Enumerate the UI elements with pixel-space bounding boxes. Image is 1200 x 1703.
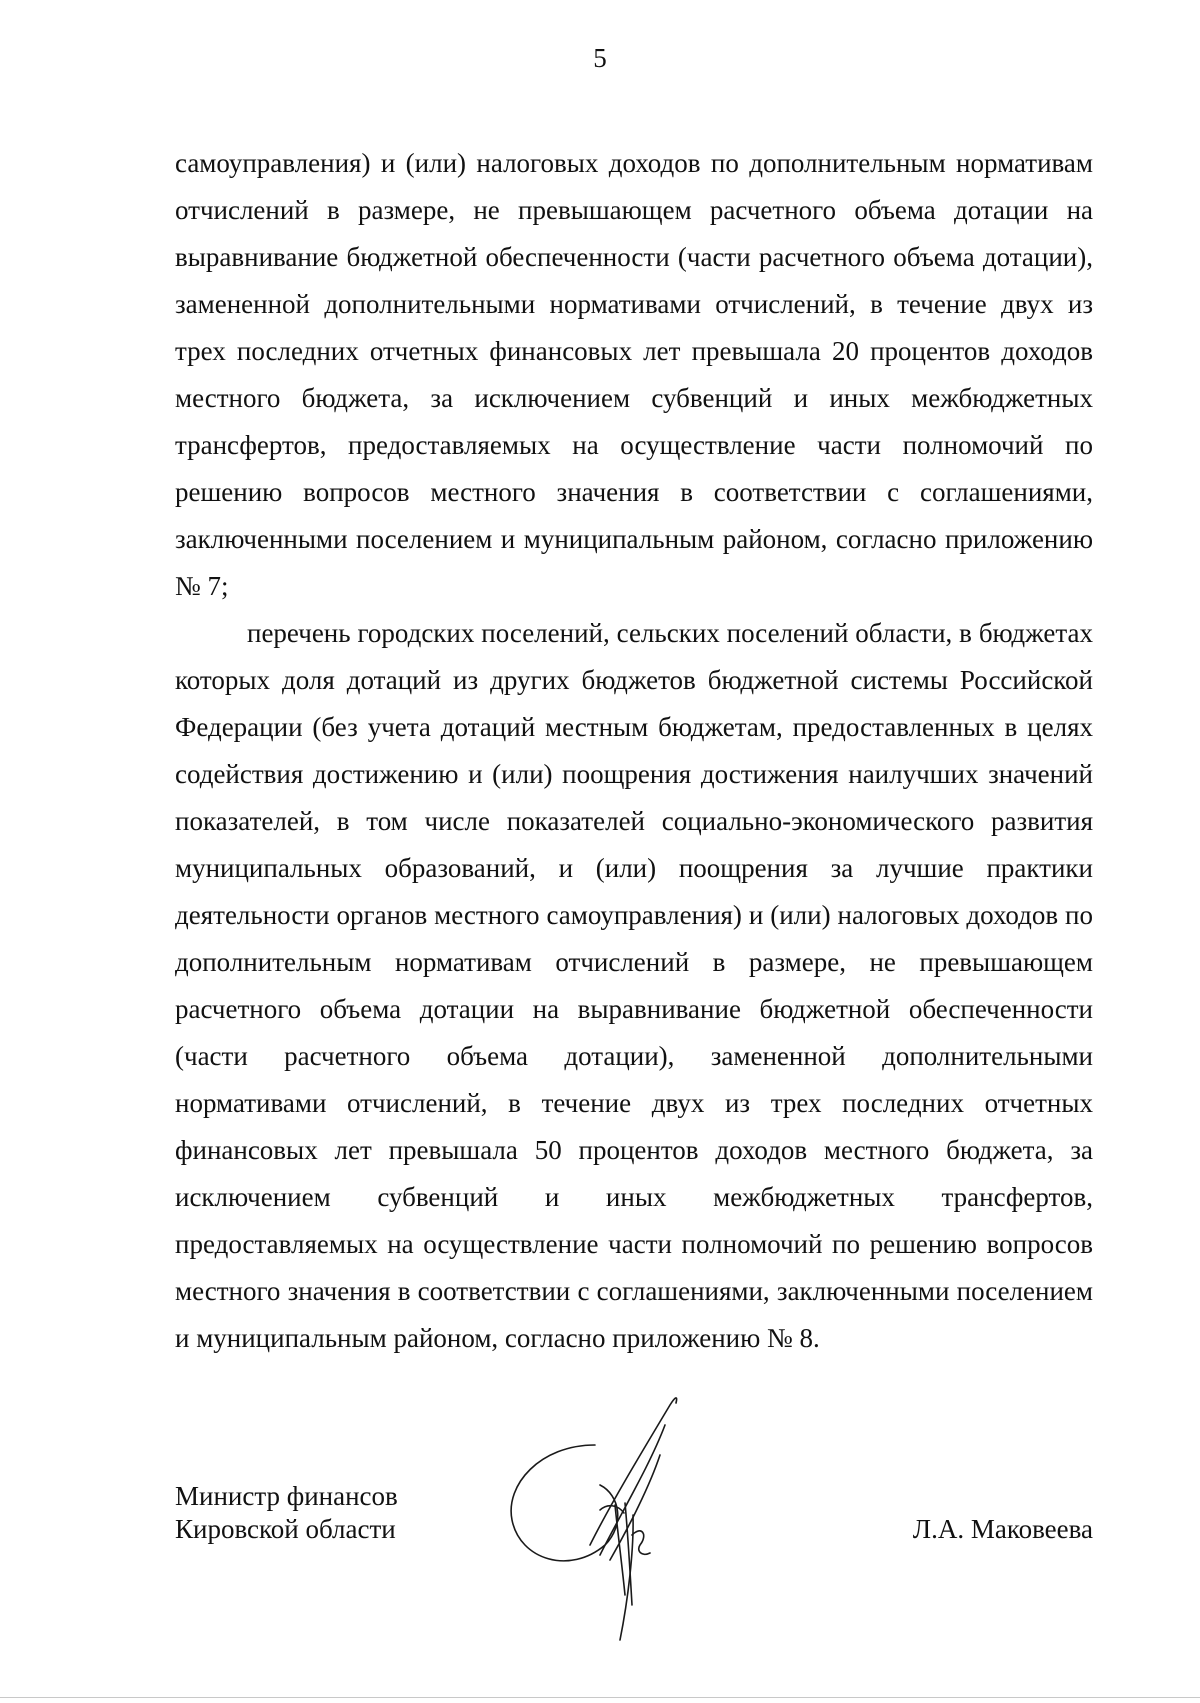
paragraph-list-item: перечень городских поселений, сельских поселений области, в бюджетах которых доля дотаций из других бюджетов бюджетной системы Российской Федерации (без учета дотаций местным бюджетам, предоставленных в целях содействия достижению и (или) поощрения достижения наилучших значений показателей, в том числе показателей социально-экономического развития муниципальных образований, и (или) поощрения за лучшие практики деятельности органов местного самоуправления) и (или) налоговых доходов по дополнительным нормативам отчислений в размере, не превышающем расчетного объема дотации на выравнивание бюджетной обеспеченности (части расчетного объема дотации), замененной дополнительными нормативами отчислений, в течение двух из трех последних отчетных финансовых лет превышала 50 процентов доходов местного бюджета, за исключением субвенций и иных межбюджетных трансфертов, предоставляемых на осуществление части полномочий по решению вопросов местного значения в соответствии с соглашениями, заключенными поселением и муниципальным районом, согласно приложению № 8.	[175, 618, 1093, 1353]
signer-name: Л.А. Маковеева	[912, 1514, 1093, 1544]
document-body	[175, 140, 1093, 1362]
paragraph-continuation: самоуправления) и (или) налоговых доходов по дополнительным нормативам отчислений в размере, не превышающем расчетного объема дотации на выравнивание бюджетной обеспеченности (части расчетного объема дотации), замененной дополнительными нормативами отчислений, в течение двух из трех последних отчетных финансовых лет превышала 20 процентов доходов местного бюджета, за исключением субвенций и иных межбюджетных трансфертов, предоставляемых на осуществление части полномочий по решению вопросов местного значения в соответствии с соглашениями, заключенными поселением и муниципальным районом, согласно приложению № 7;	[175, 148, 1093, 601]
signer-position-line-2: Кировской области	[175, 1514, 396, 1544]
signer-position	[175, 1480, 398, 1546]
signature-block	[175, 1480, 1093, 1660]
page-number: 5	[593, 43, 607, 73]
signer-position-line-1: Министр финансов	[175, 1481, 398, 1511]
page-bottom-edge	[0, 1697, 1200, 1698]
